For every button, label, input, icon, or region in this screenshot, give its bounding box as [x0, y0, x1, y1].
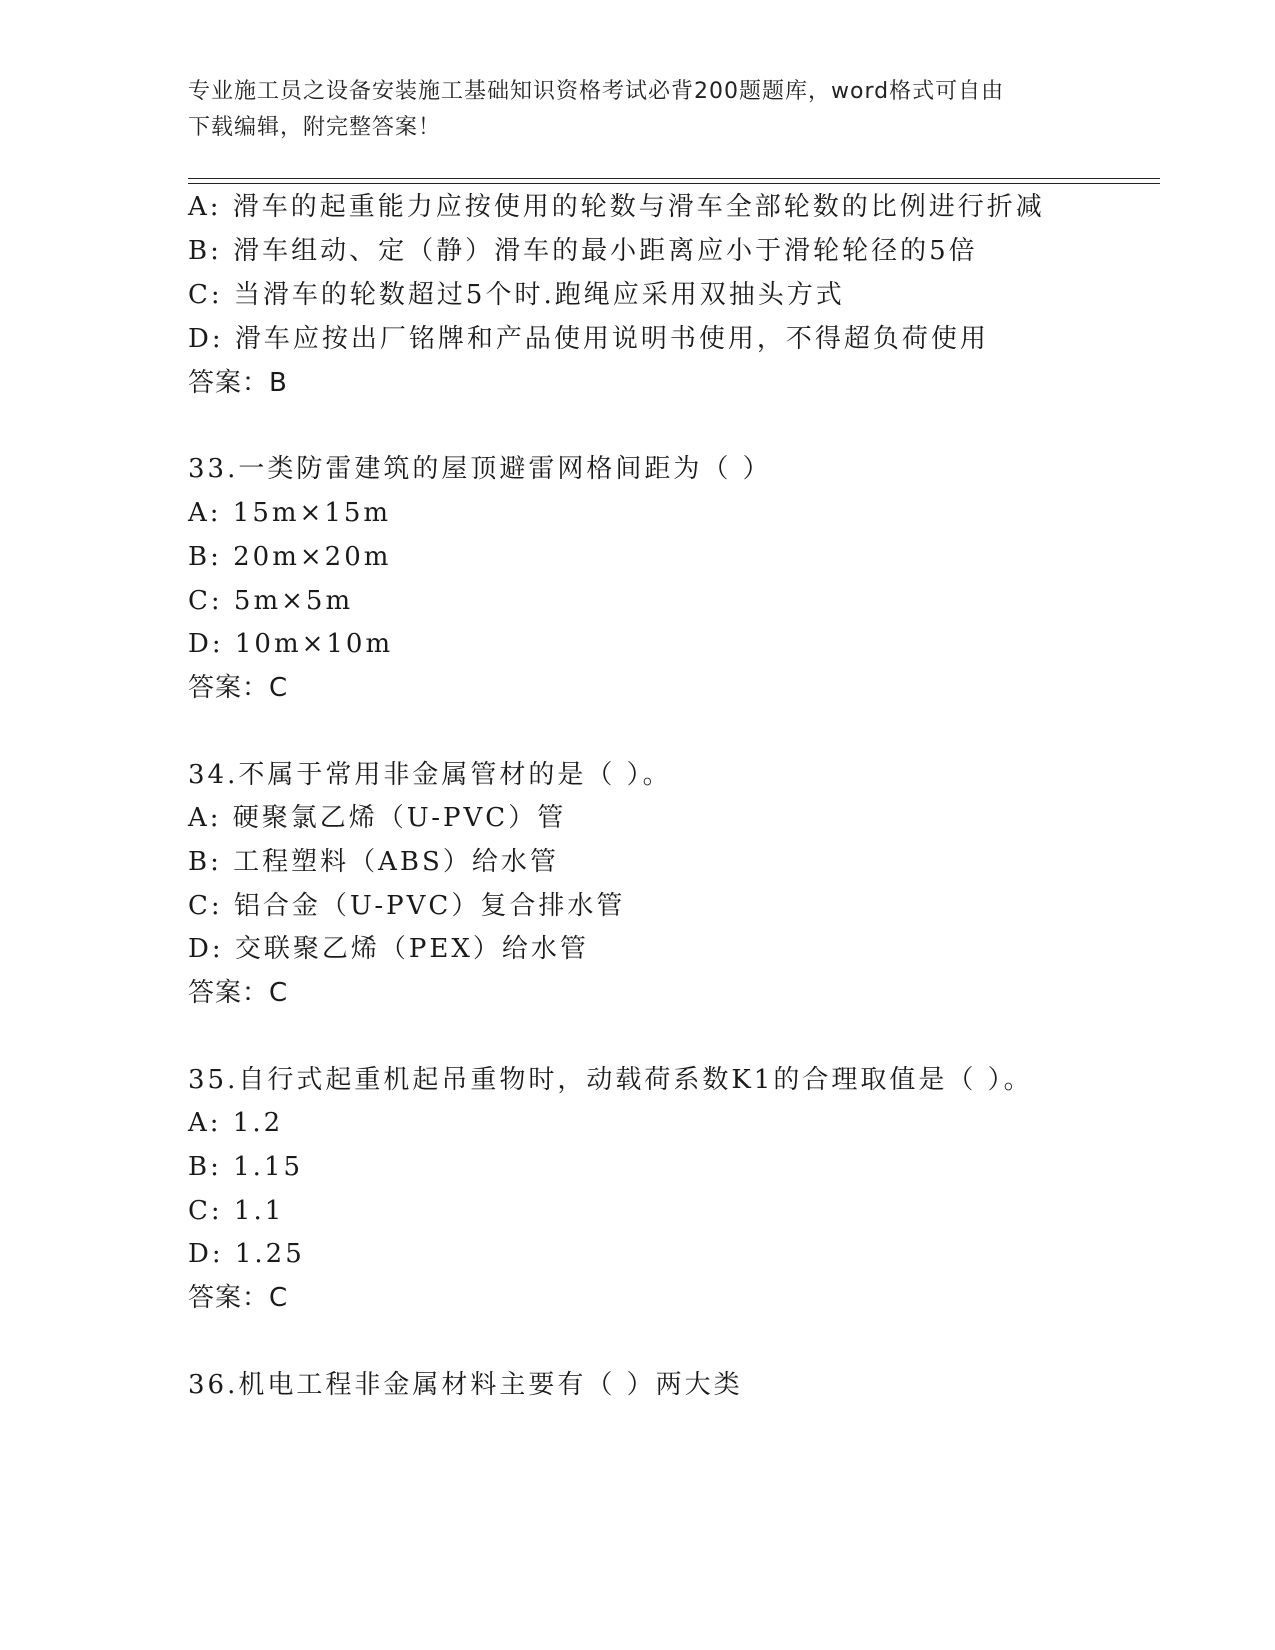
q34-answer: 答案：C [188, 978, 289, 1008]
q34-option-c: C: 铝合金（U-PVC）复合排水管 [188, 891, 626, 921]
q33-option-b: B: 20m×20m [188, 542, 392, 572]
prev-option-a: A: 滑车的起重能力应按使用的轮数与滑车全部轮数的比例进行折减 [188, 192, 1045, 222]
q34-option-a: A: 硬聚氯乙烯（U-PVC）管 [188, 803, 567, 833]
q33-option-d: D: 10m×10m [188, 629, 394, 659]
q35-answer: 答案：C [188, 1283, 289, 1313]
q35-option-c: C: 1.1 [188, 1196, 285, 1226]
header-rule-bottom [188, 183, 1160, 184]
q35-stem: 35.自行式起重机起吊重物时，动载荷系数K1的合理取值是（ ）。 [188, 1065, 1033, 1095]
prev-option-c: C: 当滑车的轮数超过5个时.跑绳应采用双抽头方式 [188, 280, 845, 310]
q35-option-b: B: 1.15 [188, 1152, 304, 1182]
header-rule-top [188, 178, 1160, 179]
q33-option-c: C: 5m×5m [188, 586, 354, 616]
q34-option-d: D: 交联聚乙烯（PEX）给水管 [188, 934, 589, 964]
q33-answer: 答案：C [188, 673, 289, 703]
q35-option-d: D: 1.25 [188, 1239, 305, 1269]
q36-stem: 36.机电工程非金属材料主要有（ ）两大类 [188, 1370, 743, 1400]
q33-option-a: A: 15m×15m [188, 498, 392, 528]
header-line-1: 专业施工员之设备安装施工基础知识资格考试必背200题题库，word格式可自由 [188, 79, 1005, 104]
q35-option-a: A: 1.2 [188, 1108, 284, 1138]
q33-stem: 33.一类防雷建筑的屋顶避雷网格间距为（ ） [188, 454, 772, 484]
q34-option-b: B: 工程塑料（ABS）给水管 [188, 847, 559, 877]
q34-stem: 34.不属于常用非金属管材的是（ ）。 [188, 760, 672, 790]
prev-option-b: B: 滑车组动、定（静）滑车的最小距离应小于滑轮轮径的5倍 [188, 236, 978, 266]
header-line-2: 下载编辑，附完整答案！ [188, 115, 442, 140]
prev-option-d: D: 滑车应按出厂铭牌和产品使用说明书使用，不得超负荷使用 [188, 324, 989, 354]
document-header [188, 74, 1088, 146]
prev-answer: 答案：B [188, 368, 288, 398]
